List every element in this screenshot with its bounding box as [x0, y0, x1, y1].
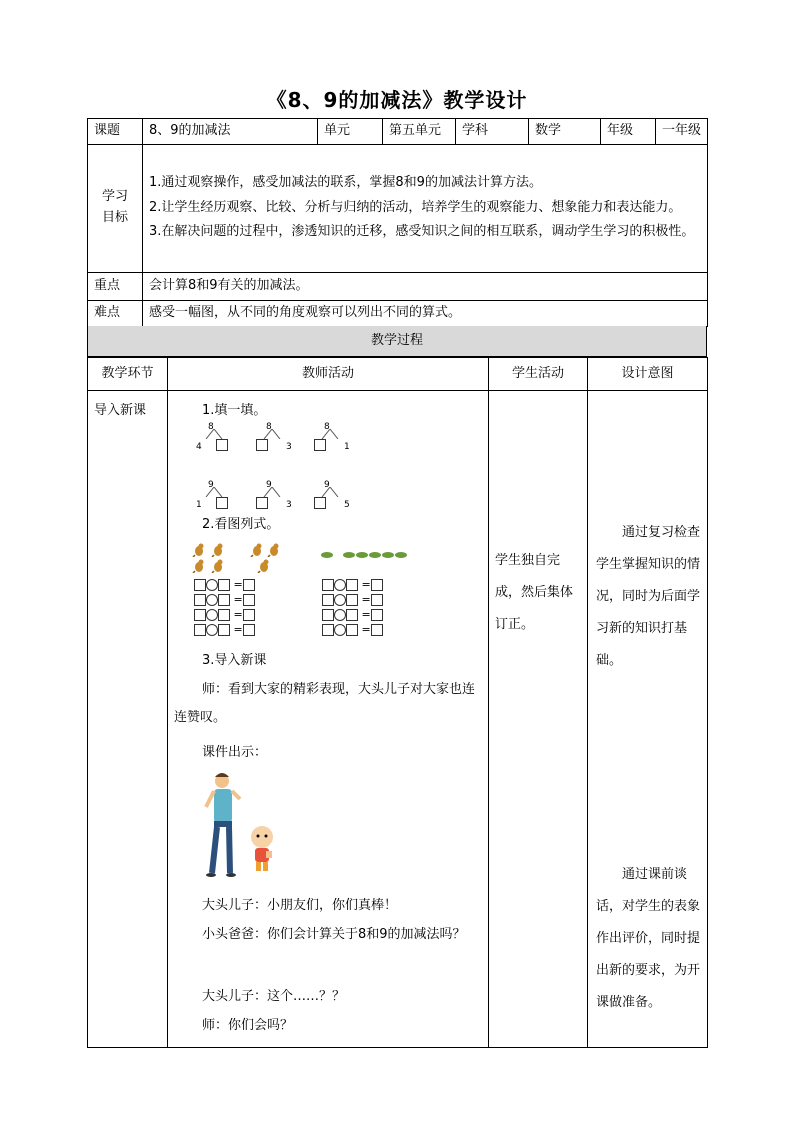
number-bond — [314, 422, 374, 463]
page-title: 《8、9的加减法》教学设计 — [266, 88, 528, 112]
bond-top: 8 — [208, 422, 214, 432]
number-bond — [256, 422, 316, 463]
bond-top: 9 — [324, 480, 330, 490]
blank-box[interactable] — [218, 624, 230, 636]
kangaroo-icon — [192, 559, 206, 573]
operator-circle[interactable] — [334, 579, 346, 591]
equals-sign: = — [361, 608, 371, 621]
bond-lines — [318, 429, 342, 439]
unit-label: 单元 — [318, 119, 383, 145]
blank-box[interactable] — [346, 624, 358, 636]
bond-left-box[interactable] — [314, 439, 326, 451]
bond-left: 1 — [196, 500, 202, 510]
blank-box[interactable] — [194, 579, 206, 591]
bond-lines — [202, 487, 226, 497]
blank-box[interactable] — [346, 579, 358, 591]
goal-item: 1.通过观察操作，感受加减法的联系，掌握8和9的加减法计算方法。 — [149, 175, 542, 191]
stage-cell — [88, 391, 168, 1048]
blank-box[interactable] — [243, 609, 255, 621]
bond-left-box[interactable] — [216, 439, 228, 451]
grade-label: 年级 — [601, 119, 656, 145]
blank-box[interactable] — [371, 579, 383, 591]
turtle-icon — [368, 550, 382, 558]
unit-value: 第五单元 — [383, 119, 456, 145]
equation-row — [322, 579, 383, 591]
blank-box[interactable] — [194, 609, 206, 621]
dialogue-father: 小头爸爸：你们会计算关于8和9的加减法吗？ — [202, 927, 466, 942]
bond-left-box[interactable] — [256, 497, 268, 509]
courseware-label: 课件出示： — [202, 745, 268, 760]
equals-sign: = — [233, 608, 243, 621]
dialogue-son-2: 大头儿子：这个……？？ — [202, 989, 346, 1004]
bond-top: 8 — [266, 422, 272, 432]
header-student: 学生活动 — [489, 358, 588, 391]
goals-label: 学习 目标 — [88, 144, 143, 272]
turtle-icon — [342, 550, 356, 558]
blank-box[interactable] — [243, 579, 255, 591]
subject-value: 数学 — [529, 119, 601, 145]
header-teacher: 教师活动 — [168, 358, 489, 391]
blank-box[interactable] — [346, 594, 358, 606]
equals-sign: = — [361, 593, 371, 606]
header-stage: 教学环节 — [88, 358, 168, 391]
bond-top: 8 — [324, 422, 330, 432]
goals-content — [143, 144, 708, 272]
key-label: 重点 — [88, 272, 143, 300]
blank-box[interactable] — [218, 579, 230, 591]
operator-circle[interactable] — [206, 594, 218, 606]
equation-row — [322, 624, 383, 636]
topic-value: 8、9的加减法 — [143, 119, 318, 145]
grade-value: 一年级 — [656, 119, 708, 145]
blank-box[interactable] — [218, 609, 230, 621]
operator-circle[interactable] — [334, 594, 346, 606]
goal-item: 3.在解决问题的过程中，渗透知识的迁移，感受知识之间的相互联系，调动学生学习的积极性。 — [149, 224, 695, 240]
bond-left-box[interactable] — [256, 439, 268, 451]
bond-right: 1 — [344, 442, 350, 452]
equation-row — [194, 594, 255, 606]
equals-sign: = — [233, 578, 243, 591]
teacher-cell — [168, 391, 489, 1048]
number-bond — [196, 422, 258, 463]
stage-label: 导入新课 — [94, 403, 147, 418]
operator-circle[interactable] — [206, 609, 218, 621]
blank-box[interactable] — [322, 594, 334, 606]
equation-row — [194, 579, 255, 591]
turtle-icon — [381, 550, 395, 558]
step-1: 1.填一填。 — [202, 403, 267, 418]
goal-item: 2.让学生经历观察、比较、分析与归纳的活动，培养学生的观察能力、想象能力和表达能力。 — [149, 199, 682, 215]
operator-circle[interactable] — [334, 624, 346, 636]
cartoon-father-son-image — [200, 769, 300, 881]
blank-box[interactable] — [243, 624, 255, 636]
difficulty-label: 难点 — [88, 300, 143, 326]
bond-left-box[interactable] — [314, 497, 326, 509]
equals-sign: = — [361, 578, 371, 591]
blank-box[interactable] — [218, 594, 230, 606]
blank-box[interactable] — [346, 609, 358, 621]
kangaroo-icon — [211, 543, 225, 557]
dialogue-teacher: 师：你们会吗？ — [202, 1018, 294, 1033]
bond-left: 4 — [196, 442, 202, 452]
bond-right: 3 — [286, 442, 292, 452]
blank-box[interactable] — [194, 594, 206, 606]
bond-top: 9 — [208, 480, 214, 490]
equation-row — [194, 609, 255, 621]
intent-cell — [588, 391, 708, 1048]
process-bar: 教学过程 — [87, 326, 707, 357]
info-table — [87, 118, 708, 327]
kangaroo-icon — [250, 543, 264, 557]
turtle-icon — [355, 550, 369, 558]
bond-lines — [260, 429, 284, 439]
bond-right: 5 — [344, 500, 350, 510]
blank-box[interactable] — [371, 594, 383, 606]
blank-box[interactable] — [371, 609, 383, 621]
topic-label: 课题 — [88, 119, 143, 145]
kangaroo-icon — [267, 543, 281, 557]
key-value: 会计算8和9有关的加减法。 — [143, 272, 708, 300]
turtle-icon — [320, 550, 334, 558]
teacher-remark: 师：看到大家的精彩表现，大头儿子对大家也连连赞叹。 — [174, 682, 476, 725]
student-cell — [489, 391, 588, 1048]
blank-box[interactable] — [194, 624, 206, 636]
kangaroo-icon — [192, 543, 206, 557]
difficulty-value: 感受一幅图，从不同的角度观察可以列出不同的算式。 — [143, 300, 708, 326]
process-table — [87, 357, 708, 1048]
equation-row — [194, 624, 255, 636]
equation-row — [322, 594, 383, 606]
blank-box[interactable] — [371, 624, 383, 636]
equals-sign: = — [233, 623, 243, 636]
blank-box[interactable] — [322, 624, 334, 636]
subject-label: 学科 — [456, 119, 529, 145]
equals-sign: = — [361, 623, 371, 636]
kangaroo-icon — [211, 559, 225, 573]
number-bond — [314, 480, 374, 521]
intent-intro: 通过课前谈话，对学生的表象作出评价，同时提出新的要求，为开课做准备。 — [596, 867, 701, 1010]
blank-box[interactable] — [243, 594, 255, 606]
operator-circle[interactable] — [334, 609, 346, 621]
turtle-icon — [394, 550, 408, 558]
blank-box[interactable] — [322, 579, 334, 591]
kangaroo-icon — [257, 559, 271, 573]
bond-lines — [318, 487, 342, 497]
bond-lines — [202, 429, 226, 439]
step-3: 3.导入新课 — [202, 653, 267, 668]
header-intent: 设计意图 — [588, 358, 708, 391]
equals-sign: = — [233, 593, 243, 606]
student-activity: 学生独自完成，然后集体订正。 — [495, 553, 574, 632]
bond-top: 9 — [266, 480, 272, 490]
blank-box[interactable] — [322, 609, 334, 621]
operator-circle[interactable] — [206, 624, 218, 636]
intent-review: 通过复习检查学生掌握知识的情况，同时为后面学习新的知识打基础。 — [596, 525, 701, 668]
bond-left-box[interactable] — [216, 497, 228, 509]
operator-circle[interactable] — [206, 579, 218, 591]
step-2: 2.看图列式。 — [202, 517, 280, 532]
teacher-activity — [168, 391, 488, 1047]
equation-row — [322, 609, 383, 621]
bond-lines — [260, 487, 284, 497]
dialogue-son-1: 大头儿子：小朋友们，你们真棒！ — [202, 898, 398, 913]
bond-right: 3 — [286, 500, 292, 510]
